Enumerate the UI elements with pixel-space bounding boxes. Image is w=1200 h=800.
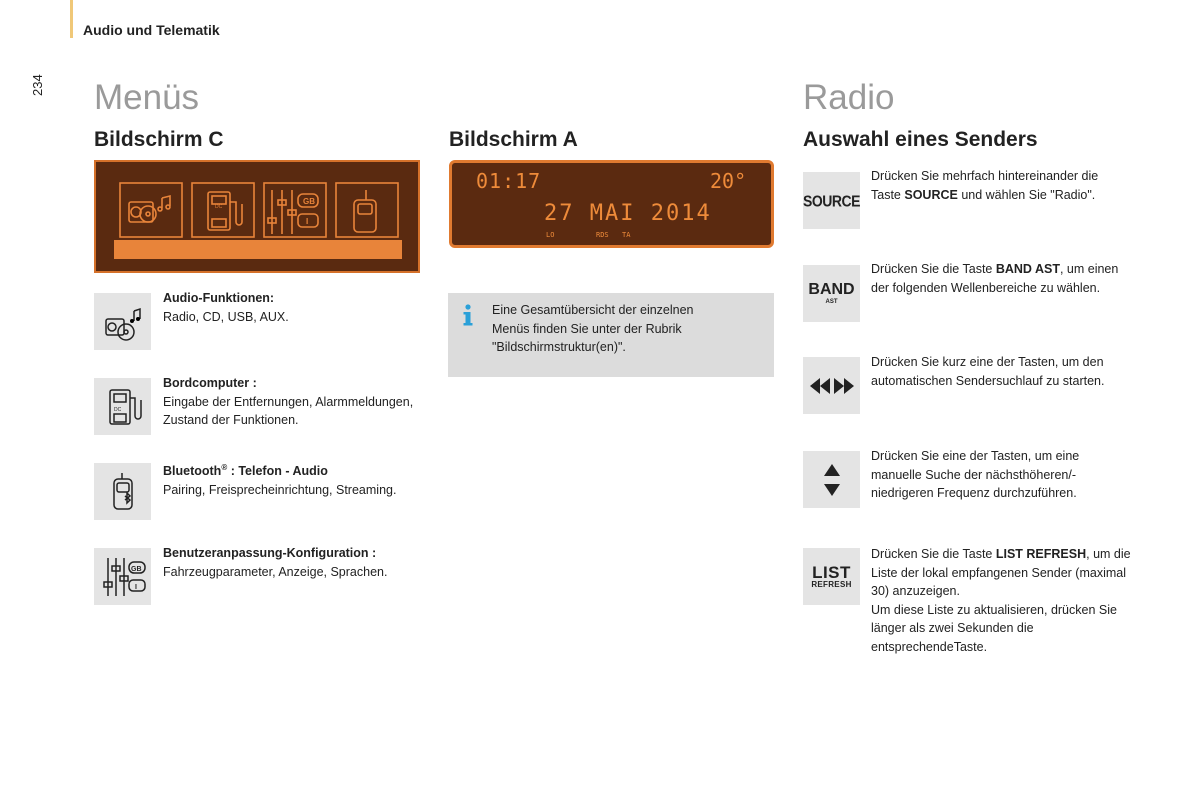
audio-icon	[94, 293, 151, 350]
source-key-icon: SOURCE	[803, 172, 860, 229]
info-box	[448, 293, 774, 377]
phone-tile	[336, 183, 398, 237]
lcd-indicator-rds: RDS	[596, 231, 609, 239]
screen-a-heading: Bildschirm A	[449, 128, 578, 151]
lcd-date: 27 MAI 2014	[544, 201, 712, 226]
audio-item-text: Radio, CD, USB, AUX.	[163, 309, 289, 324]
seek-keys-icon	[803, 357, 860, 414]
lcd-indicator-ta: TA	[622, 231, 631, 239]
svg-text:DC: DC	[215, 204, 223, 210]
audio-item	[163, 289, 423, 326]
header-accent-bar	[70, 0, 73, 38]
step-manual-text: Drücken Sie eine der Tasten, um eine manuelle Suche der nächsthöheren/-niedrigeren Frequenz durchzuführen.	[871, 449, 1080, 500]
settings-item	[163, 544, 433, 581]
computer-tile	[192, 183, 254, 237]
screen-c-icons	[96, 162, 418, 271]
computer-item-title: Bordcomputer :	[163, 376, 257, 390]
lcd-time: 01:17	[476, 169, 542, 193]
radio-title: Radio	[803, 78, 895, 117]
computer-item	[163, 374, 433, 430]
step-seek-text: Drücken Sie kurz eine der Tasten, um den automatischen Sendersuchlauf zu starten.	[871, 355, 1105, 388]
updown-keys-icon	[803, 451, 860, 508]
step-list-text: Drücken Sie die Taste LIST REFRESH, um die Liste der lokal empfangenen Sender (maximal 30) anzuzeigen. Um diese Liste zu aktualisieren, drücken Sie länger als zwei Sekunden die entsprechendeTaste.	[871, 547, 1131, 654]
audio-item-title: Audio-Funktionen:	[163, 291, 275, 305]
radio-heading: Auswahl eines Senders	[803, 128, 1038, 151]
page-number: 234	[30, 74, 45, 96]
svg-text:DC: DC	[113, 406, 121, 413]
info-icon	[460, 303, 476, 327]
lcd-temperature: 20°	[710, 169, 747, 193]
settings-item-text: Fahrzeugparameter, Anzeige, Sprachen.	[163, 564, 388, 579]
screen-c-display	[94, 160, 420, 273]
svg-text:I: I	[134, 583, 137, 591]
selection-bar	[114, 240, 402, 259]
step-source-text: Drücken Sie mehrfach hintereinander die Taste SOURCE und wählen Sie "Radio".	[871, 169, 1099, 202]
screen-c-heading: Bildschirm C	[94, 128, 224, 151]
computer-icon	[94, 378, 151, 435]
section-header: Audio und Telematik	[83, 22, 220, 38]
svg-text:I: I	[306, 217, 309, 226]
info-text: Eine Gesamtübersicht der einzelnen Menüs finden Sie unter der Rubrik "Bildschirmstruktur(en)".	[492, 303, 694, 354]
bluetooth-item-text: Pairing, Freisprecheinrichtung, Streaming.	[163, 482, 397, 497]
menus-title: Menüs	[94, 78, 200, 117]
svg-text:GB: GB	[303, 197, 315, 206]
phone-icon	[94, 463, 151, 520]
band-key-icon: BAND AST	[803, 265, 860, 322]
settings-item-title: Benutzeranpassung-Konfiguration :	[163, 546, 377, 560]
bluetooth-item	[163, 459, 433, 499]
list-refresh-key-icon: LIST REFRESH	[803, 548, 860, 605]
screen-a-display	[449, 160, 774, 248]
bluetooth-item-title: Bluetooth® : Telefon - Audio	[163, 463, 328, 479]
settings-icon	[94, 548, 151, 605]
lcd-indicator-lo: LO	[546, 231, 555, 239]
computer-item-text: Eingabe der Entfernungen, Alarmmeldungen, Zustand der Funktionen.	[163, 394, 414, 427]
step-band-text: Drücken Sie die Taste BAND AST, um einen der folgenden Wellenbereiche zu wählen.	[871, 262, 1119, 295]
svg-text:GB: GB	[130, 565, 141, 573]
